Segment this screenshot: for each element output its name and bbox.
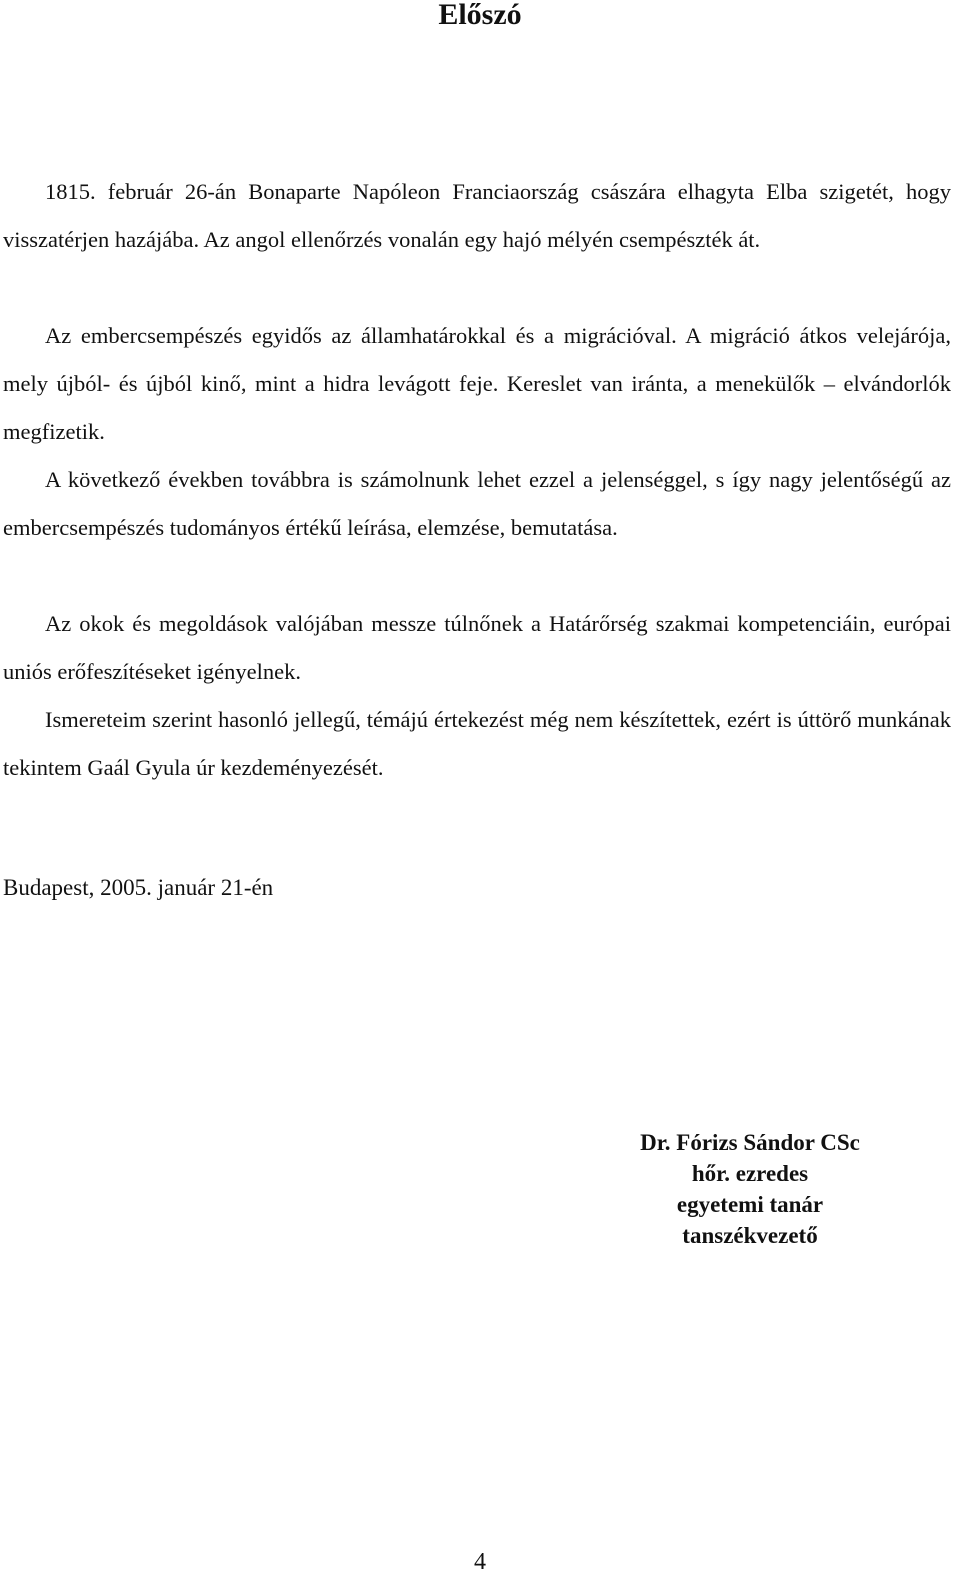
paragraph-4 xyxy=(3,600,951,696)
paragraph-text: Az embercsempészés egyidős az államhatárokkal és a migrációval. A migráció átkos velejárója, mely újból- és újból kinő, mint a hidra levágott feje. Kereslet van iránta, a menekülők – elvándorlók megfizetik. xyxy=(3,323,951,444)
signer-rank: hőr. ezredes xyxy=(691,1161,809,1186)
paragraph-text: Az okok és megoldások valójában messze túlnőnek a Határőrség szakmai kompetenciáin, európai uniós erőfeszítéseket igényelnek. xyxy=(3,611,951,684)
paragraph-5 xyxy=(3,696,951,792)
page-title: Előszó xyxy=(438,0,522,31)
signature-block xyxy=(600,1127,900,1251)
paragraph-2 xyxy=(3,312,951,456)
signer-position: egyetemi tanár xyxy=(676,1192,824,1217)
signer-name: Dr. Fórizs Sándor CSc xyxy=(640,1130,860,1155)
place-and-date: Budapest, 2005. január 21-én xyxy=(3,875,274,900)
signer-role: tanszékvezető xyxy=(682,1223,818,1248)
paragraph-text: A következő években továbbra is számolnunk lehet ezzel a jelenséggel, s így nagy jelentőségű az embercsempészés tudományos értékű leírása, elemzése, bemutatása. xyxy=(3,467,951,540)
page-number: 4 xyxy=(474,1549,486,1575)
paragraph-text: 1815. február 26-án Bonaparte Napóleon Franciaország császára elhagyta Elba szigetét, hogy visszatérjen hazájába. Az angol ellenőrzés vonalán egy hajó mélyén csempészték át. xyxy=(3,179,951,252)
paragraph-text: Ismereteim szerint hasonló jellegű, témájú értekezést még nem készítettek, ezért is úttörő munkának tekintem Gaál Gyula úr kezdeményezését. xyxy=(3,707,951,780)
paragraph-3 xyxy=(3,456,951,552)
paragraph-1 xyxy=(3,168,951,264)
